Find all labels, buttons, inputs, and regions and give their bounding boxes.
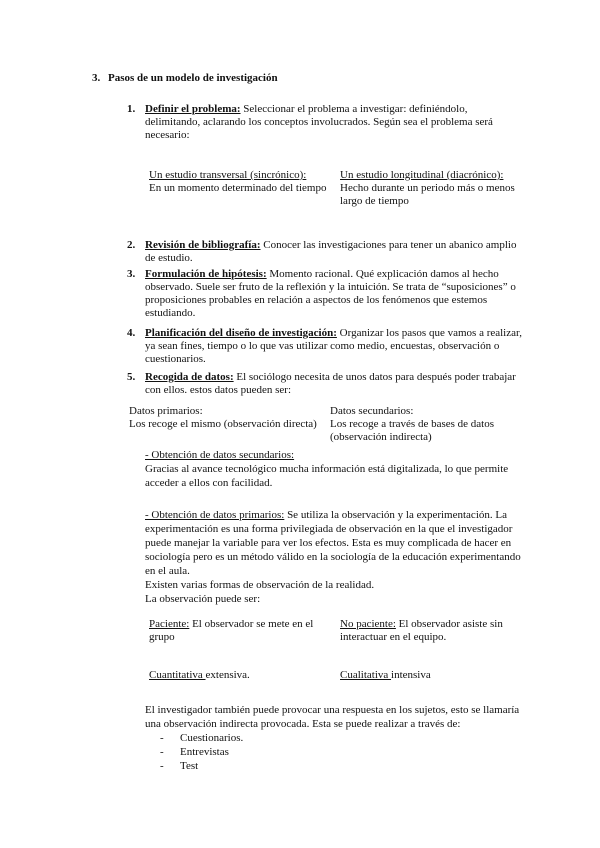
step-4-number: 4.	[127, 327, 136, 339]
study-transversal-desc: En un momento determinado del tiempo	[149, 182, 327, 194]
step-4-line-2: ya sean fines, tiempo o lo que vas utilizar como medio, encuestas, observación o	[145, 340, 500, 352]
measure-cuantitativa-rest: extensiva.	[205, 669, 250, 681]
primary-heading: - Obtención de datos primarios:	[145, 509, 285, 521]
section-title: Pasos de un modelo de investigación	[108, 72, 278, 84]
primary-line-7: La observación puede ser:	[145, 593, 261, 605]
secondary-heading: - Obtención de datos secundarios:	[145, 449, 295, 461]
data-secondary-desc-1: Los recoge a través de bases de datos	[330, 418, 495, 430]
step-3	[145, 268, 530, 320]
step-5-number: 5.	[127, 371, 136, 383]
step-3-line-4: estudiando.	[145, 307, 196, 319]
measure-cuantitativa	[149, 669, 250, 682]
study-transversal	[149, 169, 334, 195]
data-primary-desc: Los recoge el mismo (observación directa)	[129, 418, 317, 430]
primary-line-3: puede manejar la variable para ver los efectos. Esta es muy complicada de hacer en	[145, 537, 512, 549]
step-4-line-3: cuestionarios.	[145, 353, 206, 365]
data-secondary	[330, 405, 530, 444]
data-secondary-label: Datos secundarios:	[330, 405, 414, 417]
study-longitudinal-desc-1: Hecho durante un periodo más o menos	[340, 182, 515, 194]
step-3-line-2: observado. Suele ser fruto de la reflexión y la intuición. Se trata de “suposiciones” o	[145, 281, 516, 293]
step-5-line-2: con ellos. estos datos pueden ser:	[145, 384, 292, 396]
secondary-section	[145, 448, 530, 490]
primary-section	[145, 508, 535, 606]
step-4-line-1: Organizar los pasos que vamos a realizar,	[336, 327, 522, 339]
step-1-line-1: Seleccionar el problema a investigar: definiéndolo,	[240, 103, 468, 115]
section-number: 3.	[92, 72, 101, 84]
list-item: - Cuestionarios.	[160, 732, 244, 744]
measure-cualitativa-rest: intensiva	[391, 669, 431, 681]
study-transversal-title: Un estudio transversal (sincrónico):	[149, 169, 307, 181]
step-4	[145, 327, 530, 366]
list-item: - Test	[160, 760, 199, 772]
observer-no-paciente	[340, 618, 530, 644]
observer-paciente-line-1: El observador se mete en el	[189, 618, 314, 630]
step-3-line-1: Momento racional. Qué explicación damos al hecho	[266, 268, 499, 280]
indirect-section	[145, 703, 535, 731]
step-2	[145, 239, 525, 265]
study-longitudinal	[340, 169, 530, 208]
step-2-line-1: Conocer las investigaciones para tener un abanico amplio	[260, 239, 517, 251]
indirect-list	[160, 731, 243, 773]
step-3-line-3: proposiciones probables en relación a aspectos de los fenómenos que estemos	[145, 294, 488, 306]
indirect-line-1: El investigador también puede provocar una respuesta en los sujetos, esto se llamaría	[145, 704, 520, 716]
data-primary	[129, 405, 329, 431]
step-2-title: Revisión de bibliografía:	[145, 239, 261, 251]
observer-paciente-line-2: grupo	[149, 631, 175, 643]
step-3-title: Formulación de hipótesis:	[145, 268, 267, 280]
step-1	[145, 103, 505, 142]
step-1-number: 1.	[127, 103, 136, 115]
primary-line-6: Existen varias formas de observación de la realidad.	[145, 579, 375, 591]
study-longitudinal-title: Un estudio longitudinal (diacrónico):	[340, 169, 504, 181]
step-3-number: 3.	[127, 268, 136, 280]
step-2-number: 2.	[127, 239, 136, 251]
list-item: - Entrevistas	[160, 746, 229, 758]
observer-no-paciente-line-1: El observador asiste sin	[395, 618, 503, 630]
observer-no-paciente-term: No paciente:	[340, 618, 396, 630]
primary-line-2: experimentación es una forma privilegiada de observación en la que el investigador	[145, 523, 513, 535]
step-5-line-1: El sociólogo necesita de unos datos para después poder trabajar	[233, 371, 516, 383]
data-secondary-desc-2: (observación indirecta)	[330, 431, 432, 443]
step-1-title: Definir el problema:	[145, 103, 241, 115]
primary-line-1: Se utiliza la observación y la experimentación. La	[284, 509, 507, 521]
step-4-title: Planificación del diseño de investigación:	[145, 327, 337, 339]
measure-cualitativa	[340, 669, 431, 682]
measure-cuantitativa-term: Cuantitativa	[149, 669, 206, 681]
data-primary-label: Datos primarios:	[129, 405, 203, 417]
secondary-line-1: Gracias al avance tecnológico mucha información está digitalizada, lo que permite	[145, 463, 509, 475]
measure-cualitativa-term: Cualitativa	[340, 669, 392, 681]
step-2-line-2: de estudio.	[145, 252, 193, 264]
observer-no-paciente-line-2: interactuar en el equipo.	[340, 631, 447, 643]
observer-paciente	[149, 618, 339, 644]
observer-paciente-term: Paciente:	[149, 618, 190, 630]
study-longitudinal-desc-2: largo de tiempo	[340, 195, 409, 207]
indirect-line-2: una observación indirecta provocada. Esta se puede realizar a través de:	[145, 718, 461, 730]
primary-line-4: sociología pero es un método válido en la sociología de la educación experimentando	[145, 551, 521, 563]
step-5	[145, 371, 530, 397]
secondary-line-2: acceder a ellos con facilidad.	[145, 477, 273, 489]
primary-line-5: en el aula.	[145, 565, 190, 577]
step-1-line-2: delimitando, aclarando los conceptos involucrados. Según sea el problema será	[145, 116, 493, 128]
step-1-line-3: necesario:	[145, 129, 190, 141]
step-5-title: Recogida de datos:	[145, 371, 234, 383]
